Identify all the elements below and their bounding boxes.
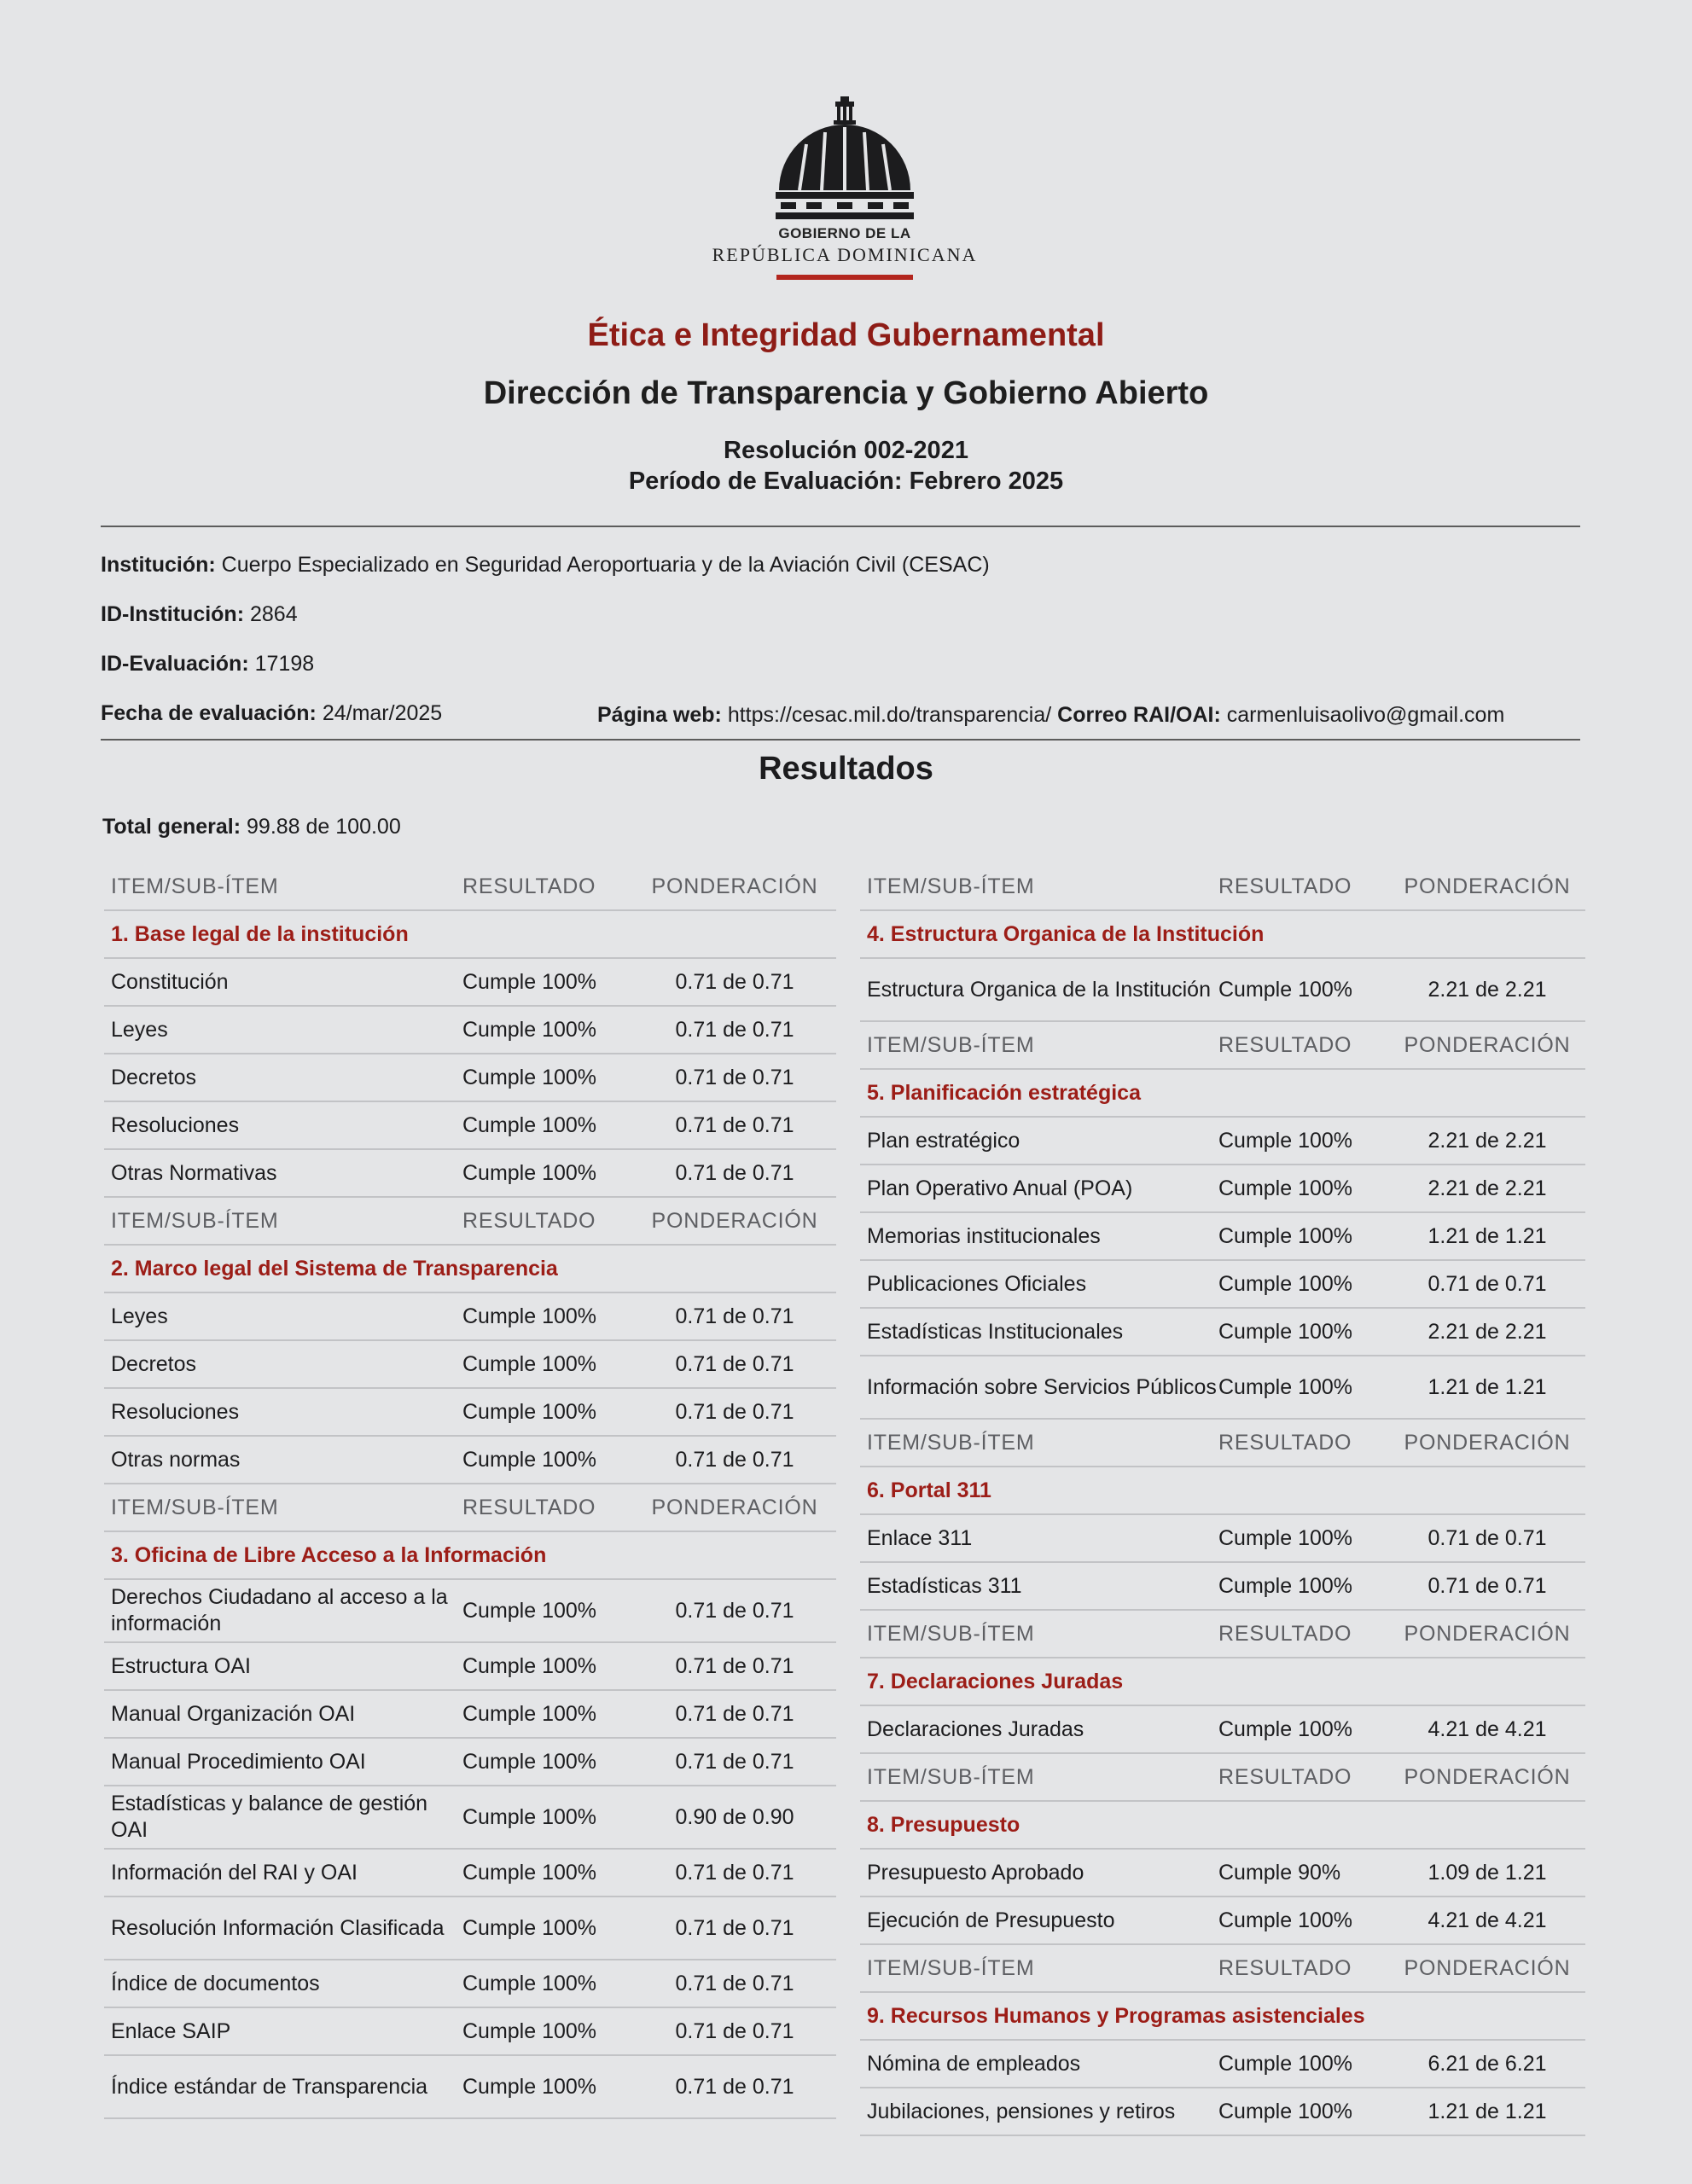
table-row [104,1897,836,1960]
section-heading-row [860,1658,1585,1706]
result-cell: Cumple 100% [462,969,597,994]
table-row [860,1213,1585,1261]
column-header: RESULTADO [1218,874,1352,898]
item-name-cell: Derechos Ciudadano al acceso a la información [111,1585,448,1635]
logo-text-line1: GOBIERNO DE LA [778,225,911,241]
column-header: RESULTADO [462,1495,596,1519]
item-name-cell: Plan estratégico [867,1128,1020,1153]
table-row [104,1960,836,2008]
result-cell: Cumple 100% [462,1701,597,1726]
item-name-cell: Nómina de empleados [867,2051,1081,2076]
total-label: Total general: [102,815,241,839]
result-cell: Cumple 100% [462,1160,597,1185]
column-header: RESULTADO [1218,1430,1352,1455]
weight-cell: 0.71 de 0.71 [675,1399,794,1424]
table-row [104,959,836,1007]
weight-cell: 0.71 de 0.71 [675,1017,794,1042]
table-row [104,1437,836,1484]
table-row [860,1897,1585,1945]
section-title: 9. Recursos Humanos y Programas asistenciales [867,2003,1365,2028]
item-name-cell: Presupuesto Aprobado [867,1860,1084,1885]
item-name-cell: Otras Normativas [111,1160,277,1185]
info-email-label: Correo RAI/OAI: [1057,703,1221,727]
item-name-cell: Otras normas [111,1447,241,1472]
item-name-cell: Resolución Información Clasificada [111,1915,445,1940]
table-row [860,1309,1585,1356]
item-name-cell: Memorias institucionales [867,1223,1101,1248]
weight-cell: 0.71 de 0.71 [675,1447,794,1472]
info-date-label: Fecha de evaluación: [101,701,317,725]
weight-cell: 0.71 de 0.71 [675,1653,794,1678]
column-header: RESULTADO [462,1208,596,1233]
result-cell: Cumple 100% [1218,1908,1353,1932]
table-row [860,1850,1585,1897]
weight-cell: 0.71 de 0.71 [675,1860,794,1885]
weight-cell: 0.71 de 0.71 [1427,1271,1547,1296]
item-name-cell: Leyes [111,1304,168,1328]
weight-cell: 2.21 de 2.21 [1427,1128,1547,1153]
result-cell: Cumple 100% [462,1749,597,1774]
report-title: Ética e Integridad Gubernamental [587,317,1105,353]
government-logo [666,90,1024,294]
item-name-cell: Constitución [111,969,229,994]
table-row [104,1786,836,1850]
result-cell: Cumple 100% [462,1065,597,1089]
result-cell: Cumple 100% [1218,2099,1353,2123]
column-header: PONDERACIÓN [651,874,818,898]
item-name-cell: Ejecución de Presupuesto [867,1908,1115,1932]
item-name-cell: Leyes [111,1017,168,1042]
info-date-value: 24/mar/2025 [322,701,443,725]
section-heading-row [104,1532,836,1580]
divider-top [101,526,1580,527]
table-row [104,1150,836,1198]
item-name-cell: Estructura Organica de la Institución [867,977,1211,1002]
table-row [860,1165,1585,1213]
result-cell: Cumple 100% [462,2074,597,2099]
capitol-dome-icon [772,90,917,222]
column-header: RESULTADO [1218,1032,1352,1057]
table-row [860,1515,1585,1563]
logo-text-line2: REPÚBLICA DOMINICANA [712,244,978,265]
result-cell: Cumple 100% [462,1304,597,1328]
result-cell: Cumple 100% [462,1804,597,1829]
item-name-cell: Manual Organización OAI [111,1701,356,1726]
result-cell: Cumple 100% [462,2018,597,2043]
item-name-cell: Declaraciones Juradas [867,1716,1084,1741]
weight-cell: 0.71 de 0.71 [1427,1525,1547,1550]
item-name-cell: Información del RAI y OAI [111,1860,358,1885]
table-header-row [104,863,836,911]
results-table-left [104,863,836,2119]
item-name-cell: Resoluciones [111,1112,240,1137]
section-heading-row [104,1246,836,1293]
result-cell: Cumple 100% [1218,1573,1353,1598]
info-institution [101,553,990,578]
weight-cell: 0.71 de 0.71 [675,1351,794,1376]
column-header: PONDERACIÓN [1404,874,1571,898]
info-institution-label: Institución: [101,553,216,577]
info-id-evaluation-value: 17198 [254,652,315,676]
info-web-label: Página web: [597,703,722,727]
weight-cell: 4.21 de 4.21 [1427,1716,1547,1741]
weight-cell: 6.21 de 6.21 [1427,2051,1547,2076]
section-heading-row [104,911,836,959]
table-row [860,1356,1585,1420]
info-evaluation-date [101,701,442,726]
weight-cell: 0.71 de 0.71 [675,2018,794,2043]
column-header: PONDERACIÓN [651,1208,818,1233]
result-cell: Cumple 100% [462,1112,597,1137]
table-row [104,1054,836,1102]
item-name-cell: Estadísticas 311 [867,1573,1022,1598]
weight-cell: 0.71 de 0.71 [1427,1573,1547,1598]
section-title: 6. Portal 311 [867,1478,991,1502]
result-cell: Cumple 100% [462,1351,597,1376]
result-cell: Cumple 100% [1218,2051,1353,2076]
results-table-right [860,863,1585,2136]
result-cell: Cumple 100% [1218,1223,1353,1248]
table-row [860,959,1585,1022]
weight-cell: 0.71 de 0.71 [675,1971,794,1995]
table-row [104,1691,836,1739]
table-row [104,1850,836,1897]
result-cell: Cumple 100% [462,1598,597,1623]
result-cell: Cumple 100% [462,1399,597,1424]
item-name-cell: Decretos [111,1351,197,1376]
divider-bottom [101,739,1580,741]
column-header: ITEM/SUB-ÍTEM [867,1764,1035,1789]
result-cell: Cumple 100% [1218,1176,1353,1200]
column-header: RESULTADO [1218,1621,1352,1646]
item-name-cell: Manual Procedimiento OAI [111,1749,366,1774]
item-name-cell: Información sobre Servicios Públicos [867,1374,1217,1399]
weight-cell: 0.71 de 0.71 [675,1160,794,1185]
resolution-label: Resolución 002-2021 [724,437,968,464]
column-header: ITEM/SUB-ÍTEM [867,1621,1035,1646]
column-header: ITEM/SUB-ÍTEM [867,874,1035,898]
weight-cell: 0.90 de 0.90 [675,1804,794,1829]
table-row [104,1007,836,1054]
column-header: ITEM/SUB-ÍTEM [111,1208,279,1233]
column-header: PONDERACIÓN [1404,1032,1571,1057]
table-header-row [104,1484,836,1532]
table-row [860,2041,1585,2088]
section-heading-row [860,1993,1585,2041]
table-header-row [860,1420,1585,1467]
table-header-row [860,1022,1585,1070]
weight-cell: 1.21 de 1.21 [1427,1223,1547,1248]
column-header: ITEM/SUB-ÍTEM [867,1955,1035,1980]
item-name-cell: Enlace 311 [867,1525,973,1550]
column-header: PONDERACIÓN [1404,1621,1571,1646]
section-title: 2. Marco legal del Sistema de Transparencia [111,1256,558,1281]
column-header: ITEM/SUB-ÍTEM [111,874,279,898]
logo-accent-bar [776,275,913,280]
weight-cell: 1.21 de 1.21 [1427,2099,1547,2123]
weight-cell: 2.21 de 2.21 [1427,977,1547,1002]
weight-cell: 0.71 de 0.71 [675,1598,794,1623]
section-heading-row [860,1802,1585,1850]
section-title: 1. Base legal de la institución [111,921,409,946]
item-name-cell: Enlace SAIP [111,2018,231,2043]
result-cell: Cumple 100% [462,1860,597,1885]
column-header: PONDERACIÓN [651,1495,818,1519]
item-name-cell: Decretos [111,1065,197,1089]
weight-cell: 0.71 de 0.71 [675,2074,794,2099]
total-value: 99.88 de 100.00 [247,815,401,839]
table-header-row [860,1611,1585,1658]
result-cell: Cumple 100% [1218,1319,1353,1344]
weight-cell: 2.21 de 2.21 [1427,1176,1547,1200]
table-row [104,1643,836,1691]
info-id-institution-value: 2864 [249,602,298,626]
table-row [104,2056,836,2119]
weight-cell: 2.21 de 2.21 [1427,1319,1547,1344]
weight-cell: 0.71 de 0.71 [675,1304,794,1328]
column-header: PONDERACIÓN [1404,1764,1571,1789]
info-id-institution [101,602,298,627]
section-heading-row [860,1467,1585,1515]
result-cell: Cumple 90% [1218,1860,1341,1885]
table-row [104,1293,836,1341]
table-header-row [860,863,1585,911]
results-heading: Resultados [759,751,933,787]
report-subtitle: Dirección de Transparencia y Gobierno Abierto [483,375,1209,411]
item-name-cell: Resoluciones [111,1399,240,1424]
result-cell: Cumple 100% [462,1017,597,1042]
column-header: ITEM/SUB-ÍTEM [111,1495,279,1519]
result-cell: Cumple 100% [462,1971,597,1995]
section-title: 4. Estructura Organica de la Institución [867,921,1265,946]
column-header: RESULTADO [1218,1764,1352,1789]
result-cell: Cumple 100% [1218,1128,1353,1153]
column-header: ITEM/SUB-ÍTEM [867,1032,1035,1057]
weight-cell: 0.71 de 0.71 [675,1749,794,1774]
table-row [860,2088,1585,2136]
column-header: ITEM/SUB-ÍTEM [867,1430,1035,1455]
info-email-link[interactable]: carmenluisaolivo@gmail.com [1226,703,1505,727]
item-name-cell: Estadísticas Institucionales [867,1319,1124,1344]
total-score [102,815,401,839]
item-name-cell: Estructura OAI [111,1653,251,1678]
section-heading-row [860,1070,1585,1118]
info-web-link[interactable]: https://cesac.mil.do/transparencia/ [727,703,1052,727]
result-cell: Cumple 100% [1218,1525,1353,1550]
column-header: RESULTADO [462,874,596,898]
section-title: 8. Presupuesto [867,1812,1020,1837]
column-header: PONDERACIÓN [1404,1430,1571,1455]
result-cell: Cumple 100% [1218,977,1353,1002]
info-institution-value: Cuerpo Especializado en Seguridad Aeroportuaria y de la Aviación Civil (CESAC) [221,553,990,577]
weight-cell: 0.71 de 0.71 [675,1112,794,1137]
table-row [860,1563,1585,1611]
weight-cell: 0.71 de 0.71 [675,1065,794,1089]
result-cell: Cumple 100% [1218,1716,1353,1741]
table-row [104,1739,836,1786]
section-heading-row [860,911,1585,959]
table-row [860,1118,1585,1165]
table-row [860,1706,1585,1754]
item-name-cell: Índice de documentos [111,1971,320,1995]
info-website-email [597,703,1504,728]
weight-cell: 4.21 de 4.21 [1427,1908,1547,1932]
section-title: 7. Declaraciones Juradas [867,1669,1124,1693]
info-id-institution-label: ID-Institución: [101,602,245,626]
evaluation-period: Período de Evaluación: Febrero 2025 [628,468,1064,495]
info-id-evaluation [101,652,314,677]
column-header: RESULTADO [1218,1955,1352,1980]
item-name-cell: Publicaciones Oficiales [867,1271,1087,1296]
item-name-cell: Jubilaciones, pensiones y retiros [867,2099,1176,2123]
weight-cell: 1.09 de 1.21 [1427,1860,1547,1885]
result-cell: Cumple 100% [1218,1374,1353,1399]
weight-cell: 0.71 de 0.71 [675,1915,794,1940]
weight-cell: 1.21 de 1.21 [1427,1374,1547,1399]
result-cell: Cumple 100% [462,1915,597,1940]
section-title: 3. Oficina de Libre Acceso a la Información [111,1542,547,1567]
column-header: PONDERACIÓN [1404,1955,1571,1980]
table-row [104,1389,836,1437]
table-header-row [104,1198,836,1246]
result-cell: Cumple 100% [462,1447,597,1472]
table-row [104,1102,836,1150]
item-name-cell: Estadísticas y balance de gestión OAI [111,1792,428,1842]
section-title: 5. Planificación estratégica [867,1080,1141,1105]
item-name-cell: Plan Operativo Anual (POA) [867,1176,1133,1200]
table-row [104,1580,836,1643]
result-cell: Cumple 100% [462,1653,597,1678]
info-id-evaluation-label: ID-Evaluación: [101,652,249,676]
table-row [860,1261,1585,1309]
result-cell: Cumple 100% [1218,1271,1353,1296]
weight-cell: 0.71 de 0.71 [675,1701,794,1726]
weight-cell: 0.71 de 0.71 [675,969,794,994]
item-name-cell: Índice estándar de Transparencia [111,2074,428,2099]
table-header-row [860,1945,1585,1993]
table-row [104,1341,836,1389]
table-row [104,2008,836,2056]
table-header-row [860,1754,1585,1802]
